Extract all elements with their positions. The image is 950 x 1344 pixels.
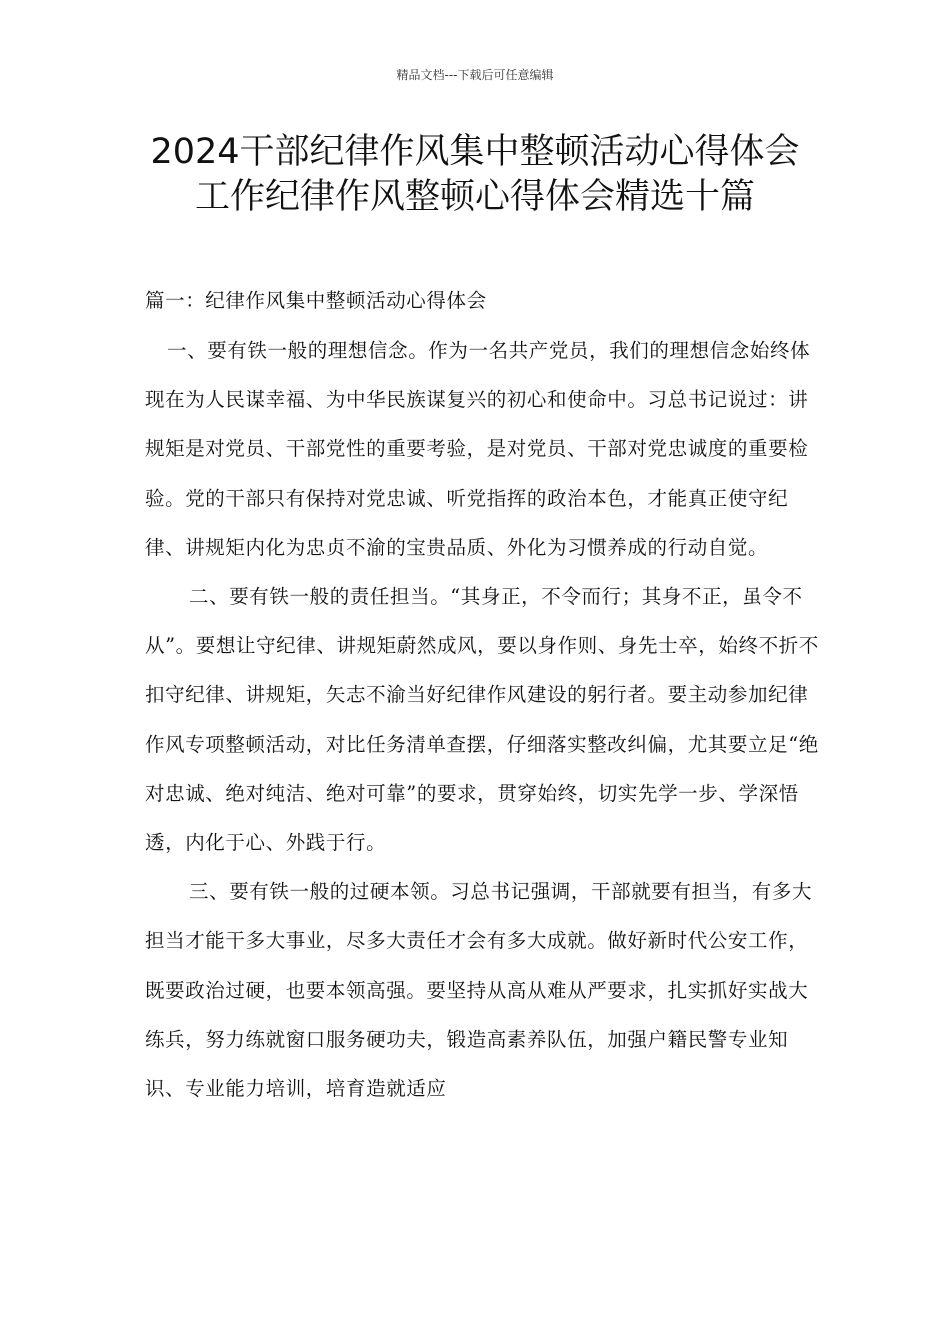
paragraph: 二、要有铁一般的责任担当。“其身正，不令而行；其身不正，虽令不从”。要想让守纪律、讲规矩蔚然成风，要以身作则、身先士卒，始终不折不扣守纪律、讲规矩，矢志不渝当好纪律作风建设的躬行者。要主动参加纪律作风专项整顿活动，对比任务清单查摆，仔细落实整改纠偏，尤其要立足“绝对忠诚、绝对纯洁、绝对可靠”的要求，贯穿始终，切实先学一步、学深悟透，内化于心、外践于行。 <box>145 585 819 855</box>
section-title: 篇一：纪律作风集中整顿活动心得体会 <box>145 289 487 312</box>
header-note: 精品文档---下载后可任意编辑 <box>396 68 554 82</box>
document-body <box>145 282 825 1113</box>
paragraph: 一、要有铁一般的理想信念。作为一名共产党员，我们的理想信念始终体现在为人民谋幸福、为中华民族谋复兴的初心和使命中。习总书记说过：讲规矩是对党员、干部党性的重要考验，是对党员、干部对党忠诚度的重要检验。党的干部只有保持对党忠诚、听党指挥的政治本色，才能真正使守纪律、讲规矩内化为忠贞不渝的宝贵品质、外化为习惯养成的行动自觉。 <box>145 339 811 559</box>
paragraph: 三、要有铁一般的过硬本领。习总书记强调，干部就要有担当，有多大担当才能干多大事业，尽多大责任才会有多大成就。做好新时代公安工作，既要政治过硬，也要本领高强。要坚持从高从难从严要求，扎实抓好实战大练兵，努力练就窗口服务硬功夫，锻造高素养队伍，加强户籍民警专业知识、专业能力培训，培育造就适应 <box>145 880 813 1101</box>
document-title: 2024干部纪律作风集中整顿活动心得体会 工作纪律作风整顿心得体会精选十篇 <box>150 132 800 217</box>
